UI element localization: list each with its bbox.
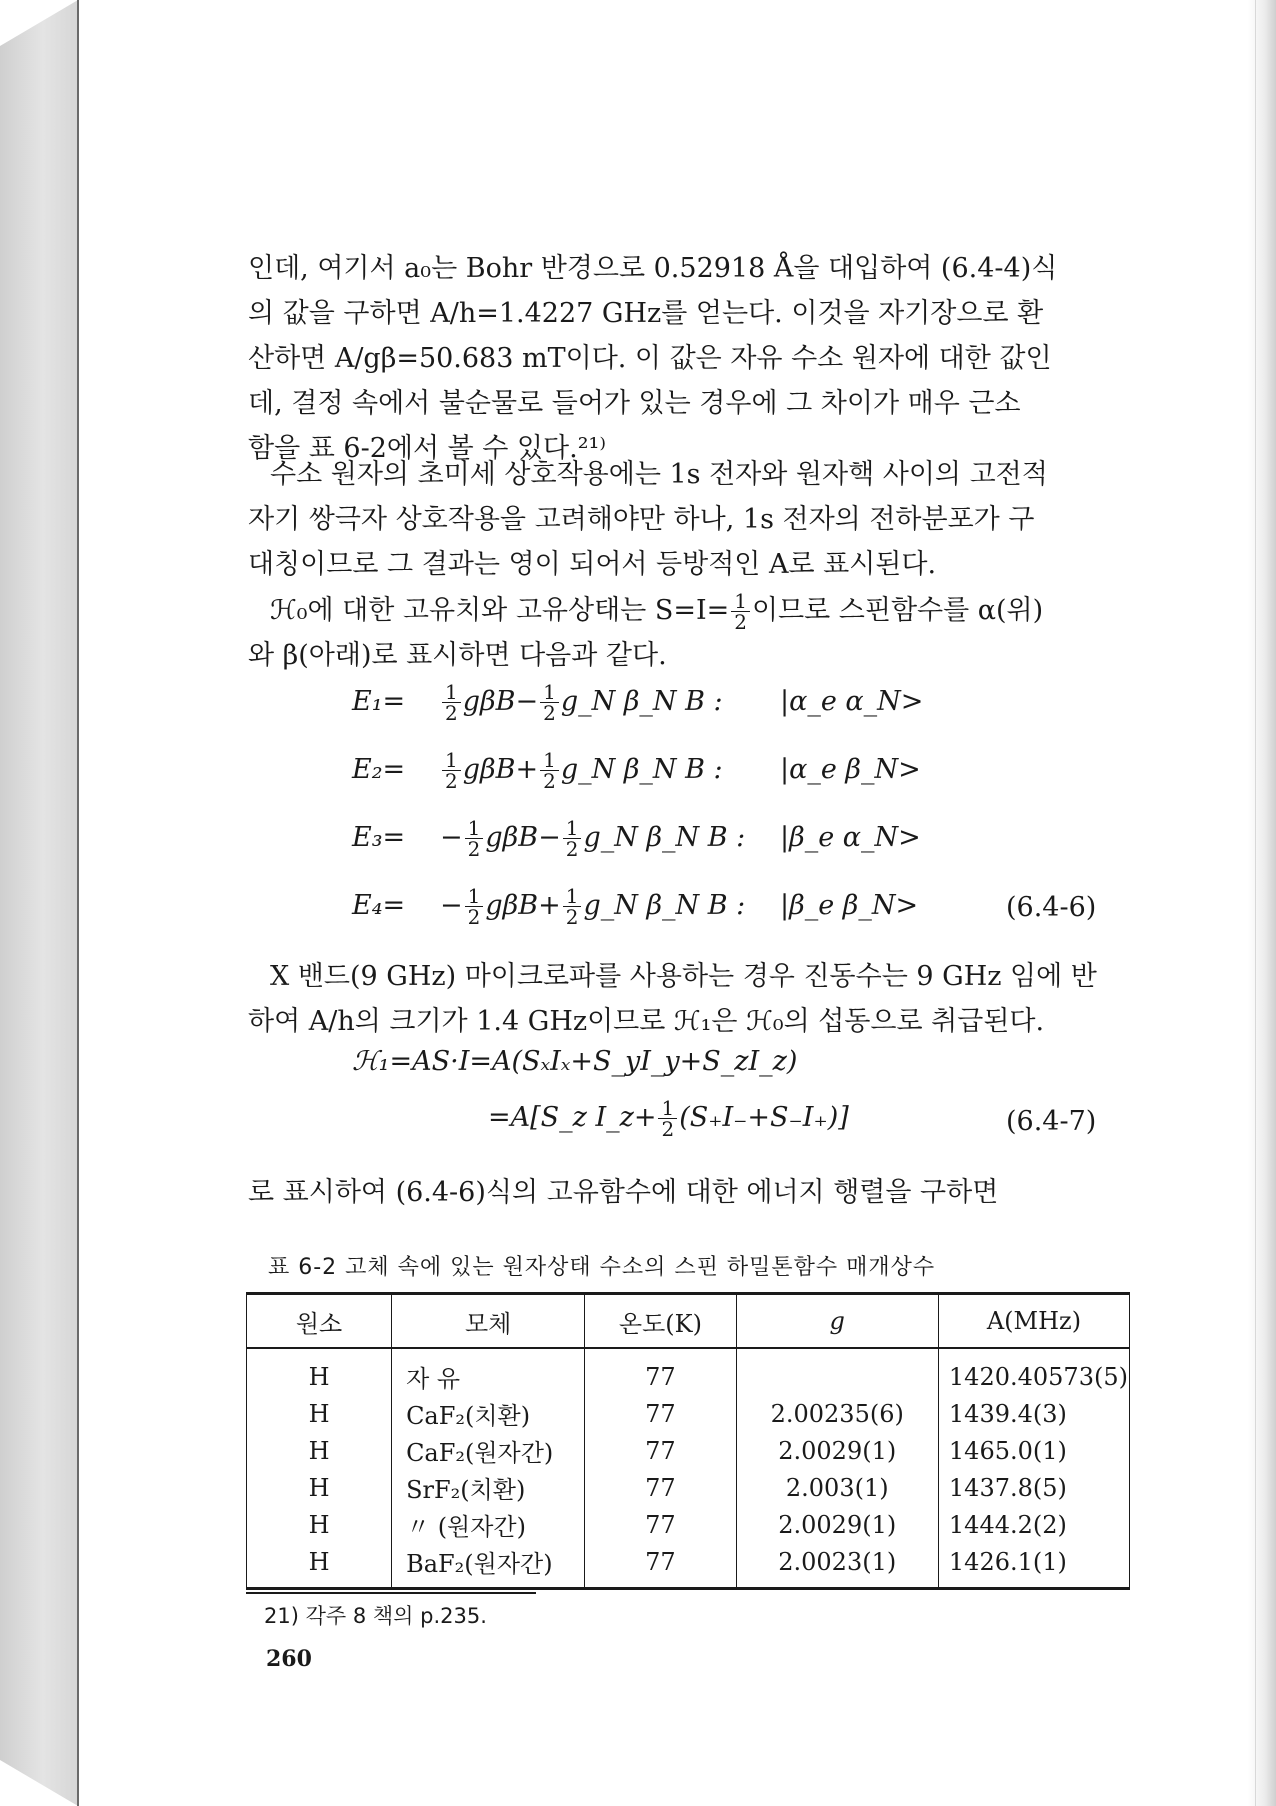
equation-term: g_N β_N B : xyxy=(560,754,723,785)
table-cell: H xyxy=(247,1506,392,1543)
equation-sign: − xyxy=(440,822,463,853)
page-right-line xyxy=(1255,0,1256,1806)
text-line: X 밴드(9 GHz) 마이크로파를 사용하는 경우 진동수는 9 GHz 임에 반 xyxy=(270,961,1097,992)
equation-lhs: E₂= xyxy=(352,754,406,785)
fraction-numerator: 1 xyxy=(442,750,461,771)
table-cell: 2.00235(6) xyxy=(736,1395,938,1432)
fraction-denominator: 2 xyxy=(565,905,579,929)
table-cell: 77 xyxy=(585,1432,736,1469)
text-fragment: ℋ₀에 대한 고유치와 고유상태는 S=I= xyxy=(270,595,730,626)
column-header: g xyxy=(736,1294,938,1349)
equation-ket: |β_e α_N> xyxy=(780,822,921,853)
fraction-numerator: 1 xyxy=(731,591,750,612)
table-header-row xyxy=(247,1294,1130,1349)
equation-number: (6.4-7) xyxy=(1006,1106,1097,1137)
equation-sign: − xyxy=(515,686,539,717)
footnote-rule xyxy=(246,1592,536,1594)
fraction-numerator: 1 xyxy=(540,682,559,703)
fraction-denominator: 2 xyxy=(543,769,556,793)
table-cell: SrF₂(치환) xyxy=(392,1469,585,1506)
fraction-half xyxy=(563,886,582,927)
table-cell: 1420.40573(5) xyxy=(938,1348,1129,1395)
spine-line xyxy=(77,0,79,1806)
footnote: 21) 각주 8 책의 p.235. xyxy=(264,1604,487,1628)
table-cell: H xyxy=(247,1432,392,1469)
equation-ket: |α_e β_N> xyxy=(780,754,921,785)
table-cell: H xyxy=(247,1348,392,1395)
table-cell: 77 xyxy=(585,1348,736,1395)
paragraph-1 xyxy=(248,246,1132,471)
table-row xyxy=(247,1543,1130,1589)
fraction-denominator: 2 xyxy=(467,837,481,861)
equation-term: gβB xyxy=(485,822,539,853)
fraction-half xyxy=(540,750,559,791)
table-cell: 1465.0(1) xyxy=(938,1432,1129,1469)
table-cell: 1426.1(1) xyxy=(938,1543,1129,1589)
table-row xyxy=(247,1395,1130,1432)
book-corner-bottom xyxy=(0,1760,78,1806)
fraction-denominator: 2 xyxy=(445,769,458,793)
text-line xyxy=(248,588,1132,633)
column-header: 원소 xyxy=(247,1294,392,1349)
fraction-numerator: 1 xyxy=(540,750,559,771)
table-cell: 77 xyxy=(585,1395,736,1432)
equation-sign: − xyxy=(440,890,463,921)
table-cell: CaF₂(원자간) xyxy=(392,1432,585,1469)
fraction-denominator: 2 xyxy=(734,610,747,634)
fraction-numerator: 1 xyxy=(465,886,484,907)
table-cell: 2.0023(1) xyxy=(736,1543,938,1589)
equation-row xyxy=(352,680,723,724)
hamiltonian-line-2 xyxy=(488,1098,849,1139)
equation-lhs: E₃= xyxy=(352,822,406,853)
fraction-denominator: 2 xyxy=(467,905,481,929)
equation-sign: + xyxy=(515,754,539,785)
text-line: 데, 결정 속에서 불순물로 들어가 있는 경우에 그 차이가 매우 근소 xyxy=(248,388,1021,419)
page-right-edge xyxy=(1248,0,1276,1806)
fraction-half xyxy=(465,818,484,859)
text-line: 로 표시하여 (6.4-6)식의 고유함수에 대한 에너지 행렬을 구하면 xyxy=(248,1177,999,1208)
table-cell: 77 xyxy=(585,1506,736,1543)
paragraph-2 xyxy=(248,452,1132,587)
table-body xyxy=(247,1348,1130,1589)
equation-term: g_N β_N B : xyxy=(583,890,746,921)
text-line: 산하면 A/gβ=50.683 mT이다. 이 값은 자유 수소 원자에 대한 값인 xyxy=(248,343,1052,374)
fraction-half xyxy=(731,591,750,632)
text-fragment: (S₊I₋+S₋I₊)] xyxy=(679,1102,849,1133)
fraction-half xyxy=(442,750,461,791)
fraction-numerator: 1 xyxy=(563,886,582,907)
equation-ket: |β_e β_N> xyxy=(780,890,919,921)
equation-lhs: E₁= xyxy=(352,686,406,717)
fraction-half xyxy=(540,682,559,723)
table-row xyxy=(247,1506,1130,1543)
table-cell: BaF₂(원자간) xyxy=(392,1543,585,1589)
paragraph-5 xyxy=(248,1170,1132,1215)
page-number: 260 xyxy=(266,1646,312,1672)
fraction-half xyxy=(563,818,582,859)
text-line: 대칭이므로 그 결과는 영이 되어서 등방적인 A로 표시된다. xyxy=(248,549,937,580)
data-table xyxy=(246,1292,1130,1590)
column-header: 온도(K) xyxy=(585,1294,736,1349)
table-cell: 2.0029(1) xyxy=(736,1506,938,1543)
equation-row xyxy=(352,816,745,860)
fraction-numerator: 1 xyxy=(442,682,461,703)
table-cell: 자 유 xyxy=(392,1348,585,1395)
text-line: 의 값을 구하면 A/h=1.4227 GHz를 얻는다. 이것을 자기장으로 환 xyxy=(248,298,1044,329)
fraction-half xyxy=(465,886,484,927)
fraction-half xyxy=(442,682,461,723)
text-fragment: =A[S_z I_z+ xyxy=(488,1102,657,1133)
book-spine-edge xyxy=(0,0,78,1806)
text-fragment: 이므로 스핀함수를 α(위) xyxy=(751,595,1044,626)
table-cell: 2.003(1) xyxy=(736,1469,938,1506)
table-cell: 2.0029(1) xyxy=(736,1432,938,1469)
text-line: 함을 표 6-2에서 볼 수 있다.²¹⁾ xyxy=(248,433,606,464)
fraction-denominator: 2 xyxy=(661,1117,675,1141)
text-line: 자기 쌍극자 상호작용을 고려해야만 하나, 1s 전자의 전하분포가 구 xyxy=(248,504,1035,535)
table-cell xyxy=(736,1348,938,1395)
paragraph-4 xyxy=(248,954,1132,1044)
hamiltonian-line-1: ℋ₁=AS·I=A(SₓIₓ+S_yI_y+S_zI_z) xyxy=(352,1046,798,1077)
equation-lhs: E₄= xyxy=(352,890,406,921)
text-line: 와 β(아래)로 표시하면 다음과 같다. xyxy=(248,640,667,671)
table-cell: H xyxy=(247,1469,392,1506)
table-row xyxy=(247,1469,1130,1506)
table-cell: H xyxy=(247,1395,392,1432)
equation-number: (6.4-6) xyxy=(1006,892,1097,923)
table-cell: 77 xyxy=(585,1543,736,1589)
book-corner-top xyxy=(0,0,78,46)
equation-row xyxy=(352,748,723,792)
fraction-denominator: 2 xyxy=(565,837,579,861)
equation-row xyxy=(352,884,745,928)
equation-ket: |α_e α_N> xyxy=(780,686,924,717)
table-caption: 표 6-2 고체 속에 있는 원자상태 수소의 스핀 하밀톤함수 매개상수 xyxy=(268,1255,936,1280)
table-row xyxy=(247,1432,1130,1469)
table-cell: CaF₂(치환) xyxy=(392,1395,585,1432)
text-line: 수소 원자의 초미세 상호작용에는 1s 전자와 원자핵 사이의 고전적 xyxy=(270,459,1048,490)
table-cell: 〃 (원자간) xyxy=(392,1506,585,1543)
table-cell: 1444.2(2) xyxy=(938,1506,1129,1543)
paragraph-3 xyxy=(248,588,1132,678)
table-cell: H xyxy=(247,1543,392,1589)
text-line: 하여 A/h의 크기가 1.4 GHz이므로 ℋ₁은 ℋ₀의 섭동으로 취급된다. xyxy=(248,1006,1045,1037)
equation-term: gβB xyxy=(462,754,516,785)
equation-sign: + xyxy=(538,890,561,921)
equation-sign: − xyxy=(538,822,561,853)
equation-term: g_N β_N B : xyxy=(560,686,723,717)
fraction-numerator: 1 xyxy=(465,818,484,839)
equation-term: g_N β_N B : xyxy=(583,822,746,853)
equation-term: gβB xyxy=(462,686,516,717)
column-header: 모체 xyxy=(392,1294,585,1349)
fraction-denominator: 2 xyxy=(543,701,556,725)
fraction-denominator: 2 xyxy=(445,701,458,725)
table-cell: 77 xyxy=(585,1469,736,1506)
fraction-numerator: 1 xyxy=(563,818,582,839)
table-cell: 1439.4(3) xyxy=(938,1395,1129,1432)
equation-term: gβB xyxy=(485,890,539,921)
table-row xyxy=(247,1348,1130,1395)
text-line: 인데, 여기서 a₀는 Bohr 반경으로 0.52918 Å을 대입하여 (6.4-4)식 xyxy=(248,253,1058,284)
fraction-half xyxy=(658,1098,677,1139)
table-cell: 1437.8(5) xyxy=(938,1469,1129,1506)
fraction-numerator: 1 xyxy=(658,1098,677,1119)
column-header: A(MHz) xyxy=(938,1294,1129,1349)
